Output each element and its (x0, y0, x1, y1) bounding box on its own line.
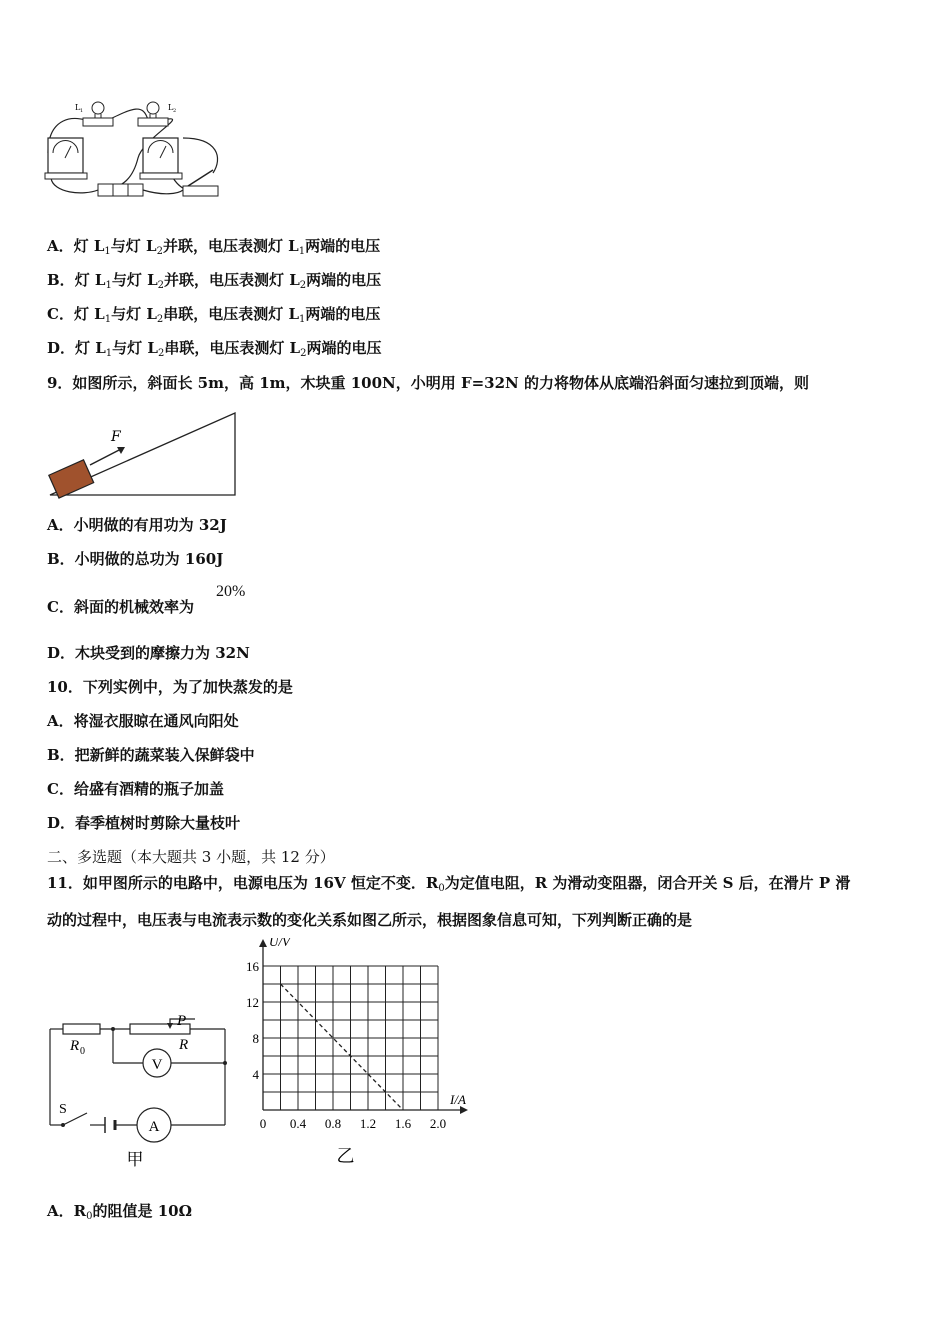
svg-text:S: S (59, 1102, 67, 1117)
svg-text:1: 1 (80, 108, 84, 114)
chart-caption: 乙 (336, 1146, 355, 1167)
y-tick-label: 4 (252, 1067, 259, 1082)
svg-text:P: P (177, 1013, 187, 1029)
q10-option-d: D．春季植树时剪除大量枝叶 (47, 814, 241, 832)
switch-icon (183, 170, 218, 196)
circuit-caption: 甲 (126, 1150, 144, 1170)
ammeter-icon (140, 138, 182, 179)
bulb-l2-icon (138, 102, 168, 126)
bulb-l1-icon (83, 102, 113, 126)
y-tick-label: 16 (246, 959, 259, 974)
y-tick-label: 8 (252, 1031, 259, 1046)
resistor-r0 (63, 1024, 100, 1034)
x-tick-label: 0 (259, 1116, 267, 1131)
q10-option-a: A．将湿衣服晾在通风向阳处 (47, 712, 239, 730)
x-axis-arrow-icon (460, 1106, 468, 1114)
q9-option-a: A．小明做的有用功为 32J (47, 516, 227, 534)
q9-option-b: B．小明做的总功为 160J (47, 550, 224, 568)
svg-text:V: V (151, 1057, 163, 1073)
force-label: F (111, 429, 121, 445)
q9-stem: 9．如图所示，斜面长 5m，高 1m，木块重 100N，小明用 F=32N 的力将物体从底端沿斜面匀速拉到顶端，则 (47, 374, 809, 392)
x-tick-label: 1.6 (394, 1116, 412, 1131)
q8-circuit-figure (43, 98, 228, 203)
y-axis-arrow-icon (259, 939, 267, 947)
battery-icon (98, 184, 143, 196)
incline-figure (45, 410, 240, 500)
q9-option-c: C．斜面的机械效率为 (47, 598, 194, 616)
svg-text:0: 0 (80, 1046, 85, 1057)
q11-stem-line1: 11．如甲图所示的电路中，电源电压为 16V 恒定不变．$R_0$为定值电阻，R 为滑动变阻器，闭合开关 S 后，在滑片 P 滑 (47, 874, 851, 894)
efficiency-value: 20% (216, 583, 246, 600)
section-heading: 二、多选题（本大题共 3 小题，共 12 分） (47, 848, 335, 866)
x-tick-label: 0.8 (324, 1116, 342, 1131)
voltmeter-icon (45, 138, 87, 179)
u-i-series-line (281, 984, 404, 1110)
q8-option-a: A．灯 $L_1$与灯 $L_2$并联，电压表测灯 $L_1$两端的电压 (47, 237, 381, 257)
x-axis-label: I/A (450, 1092, 466, 1107)
svg-text:A: A (148, 1119, 160, 1135)
q10-option-b: B．把新鲜的蔬菜装入保鲜袋中 (47, 746, 255, 764)
q9-option-d: D．木块受到的摩擦力为 32N (47, 644, 250, 662)
label-l1: L (75, 103, 81, 112)
ui-graph (235, 938, 485, 1173)
y-axis-label: U/V (269, 938, 290, 949)
q10-stem: 10．下列实例中，为了加快蒸发的是 (47, 678, 293, 696)
x-tick-label: 0.4 (289, 1116, 307, 1131)
q8-option-b: B．灯 $L_1$与灯 $L_2$并联，电压表测灯 $L_2$两端的电压 (47, 271, 382, 291)
svg-text:2: 2 (173, 108, 177, 114)
q10-option-c: C．给盛有酒精的瓶子加盖 (47, 780, 224, 798)
label-l2: L (168, 103, 174, 112)
circuit-jia-figure (45, 1005, 235, 1170)
q8-option-c: C．灯 $L_1$与灯 $L_2$串联，电压表测灯 $L_1$两端的电压 (47, 305, 381, 325)
q8-option-d: D．灯 $L_1$与灯 $L_2$串联，电压表测灯 $L_2$两端的电压 (47, 339, 382, 359)
q11-stem-line2: 动的过程中，电压表与电流表示数的变化关系如图乙所示，根据图象信息可知，下列判断正确的是 (47, 911, 693, 929)
q11-option-a: A．$R_0$的阻值是 10Ω (47, 1202, 192, 1222)
x-tick-label: 2.0 (429, 1116, 447, 1131)
svg-text:R: R (179, 1037, 189, 1053)
y-tick-label: 12 (246, 995, 259, 1010)
svg-text:R: R (70, 1038, 80, 1054)
x-tick-label: 1.2 (359, 1116, 377, 1131)
